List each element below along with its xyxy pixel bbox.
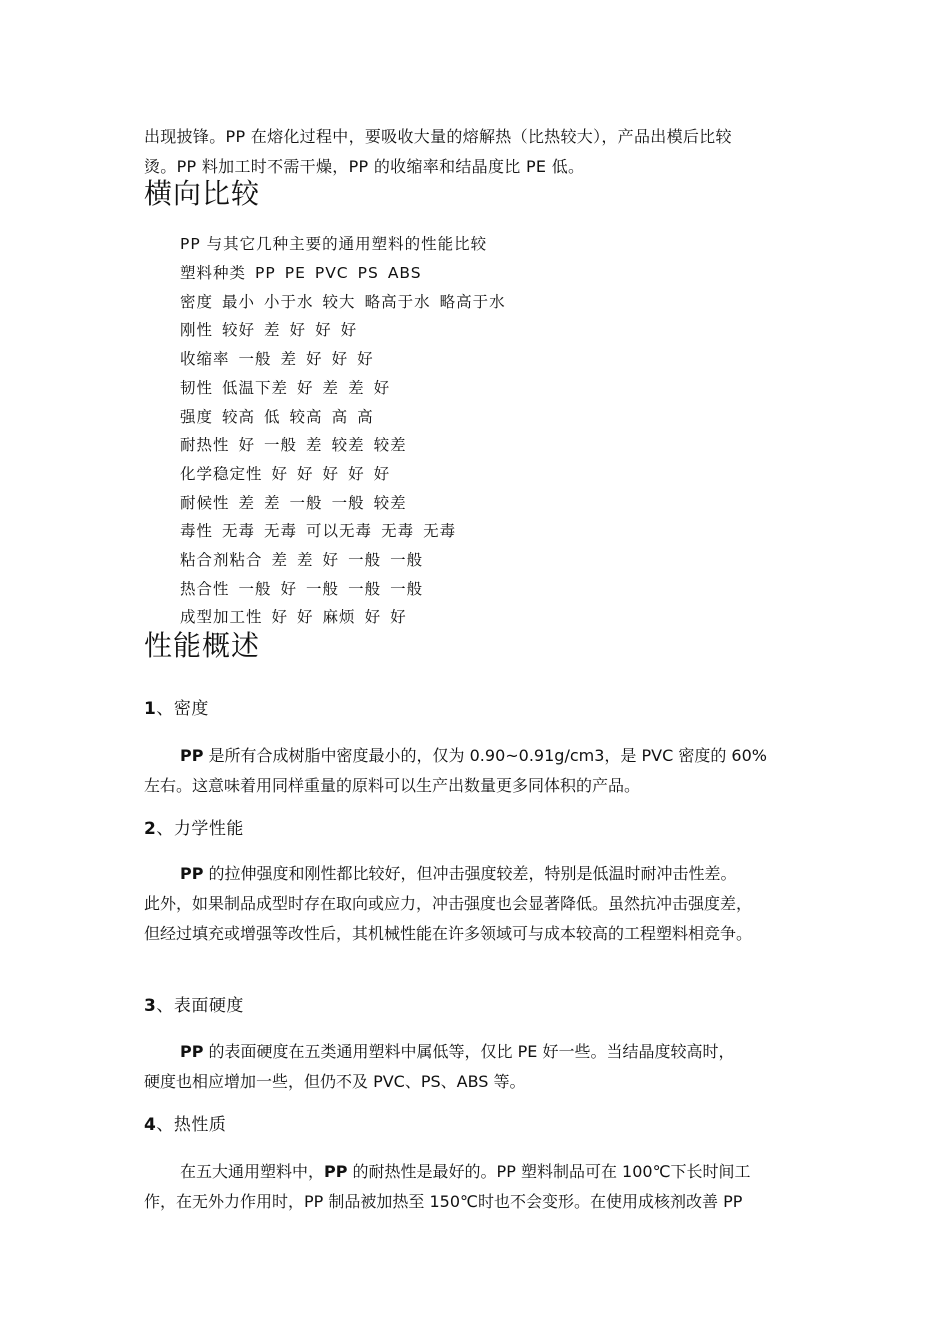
comparison-cell: 一般: [289, 493, 323, 512]
comparison-row-label: 收缩率: [180, 350, 230, 369]
comparison-cell: 低温下差: [222, 378, 289, 397]
comparison-row: [180, 405, 383, 427]
comparison-cell: 好: [340, 321, 358, 340]
comparison-cell: 高: [331, 407, 349, 426]
comparison-cell: 无毒: [423, 522, 457, 541]
overview-paragraph-4: [144, 1157, 816, 1217]
overview-heading-text: 、热性质: [156, 1115, 227, 1135]
comparison-cell: 较大: [322, 292, 356, 311]
overview-paragraph-1: [144, 741, 816, 801]
paragraph-continuation: 硬度也相应增加一些，但仍不及 PVC、PS、ABS 等。: [144, 1072, 526, 1091]
paragraph-text: 的拉伸强度和刚性都比较好，但冲击强度较差，特别是低温时耐冲击性差。: [203, 864, 737, 883]
overview-paragraph-2: [144, 859, 816, 949]
comparison-cell: 差: [264, 321, 281, 340]
comparison-row-label: 密度: [180, 292, 214, 311]
comparison-cell: 较高: [222, 407, 256, 426]
overview-heading-number: 2: [144, 819, 157, 839]
comparison-row: [180, 548, 432, 570]
overview-heading-text: 、密度: [156, 699, 209, 719]
comparison-cell: 较差: [373, 436, 407, 455]
comparison-row-label: 毒性: [180, 522, 214, 541]
comparison-row-label: 粘合剂粘合: [180, 551, 263, 569]
overview-heading-2: [144, 814, 244, 839]
comparison-cell: 好: [357, 350, 374, 369]
comparison-cell: 好: [271, 608, 289, 627]
comparison-row-label: 成型加工性: [180, 608, 263, 627]
comparison-cell: 好: [322, 464, 340, 483]
comparison-cell: 好: [238, 436, 256, 455]
comparison-row: [180, 376, 399, 398]
paragraph-text: 是所有合成树脂中密度最小的，仅为 0.90~0.91g/cm3，是 PVC 密度的 60%: [203, 746, 767, 765]
comparison-cell: 一般: [348, 551, 382, 569]
comparison-cell: 一般: [238, 579, 272, 598]
overview-heading-3: [144, 991, 244, 1016]
comparison-cell: PVC: [314, 264, 349, 282]
comparison-cell: 好: [289, 321, 307, 340]
overview-heading-1: [144, 694, 209, 719]
paragraph-pre: 在五大通用塑料中，: [180, 1162, 325, 1181]
comparison-cell: 好: [306, 350, 323, 369]
comparison-row: [180, 491, 416, 513]
comparison-row: [180, 261, 431, 283]
comparison-row: [180, 290, 515, 312]
comparison-row-label: 刚性: [180, 321, 214, 340]
paragraph-continuation-2: 但经过填充或增强等改性后，其机械性能在许多领域可与成本较高的工程塑料相竞争。: [144, 924, 753, 943]
comparison-cell: 差: [238, 493, 256, 512]
comparison-cell: 高: [357, 407, 374, 426]
comparison-cell: 较高: [289, 407, 323, 426]
comparison-cell: PE: [284, 264, 306, 282]
comparison-cell: 一般: [331, 493, 365, 512]
comparison-cell: 好: [315, 321, 332, 340]
overview-paragraph-3: [144, 1037, 816, 1097]
overview-heading-4: [144, 1110, 226, 1135]
comparison-cell: 无毒: [381, 522, 415, 541]
section-title-overview: 性能概述: [144, 629, 261, 662]
paragraph-lead: PP: [180, 864, 204, 883]
comparison-cell: 一般: [390, 579, 424, 598]
comparison-cell: 好: [390, 608, 407, 627]
paragraph-lead: PP: [180, 1042, 204, 1061]
comparison-row-label: 塑料种类: [180, 264, 247, 282]
comparison-cell: 差: [264, 493, 281, 512]
comparison-cell: 麻烦: [322, 608, 356, 627]
comparison-row: [180, 462, 399, 484]
comparison-row-label: 耐候性: [180, 493, 230, 512]
comparison-cell: 好: [280, 579, 298, 598]
comparison-cell: 好: [322, 551, 340, 569]
comparison-row-label: 耐热性: [180, 436, 230, 455]
comparison-cell: 好: [271, 464, 289, 483]
intro-line-2: 烫。PP 料加工时不需干燥，PP 的收缩率和结晶度比 PE 低。: [144, 157, 585, 176]
overview-heading-number: 4: [144, 1115, 157, 1135]
comparison-cell: 较差: [331, 436, 365, 455]
paragraph-text: 的耐热性是最好的。PP 塑料制品可在 100℃下长时间工: [347, 1162, 751, 1181]
comparison-row: [180, 433, 416, 455]
comparison-cell: ABS: [387, 264, 422, 282]
comparison-cell: 好: [297, 608, 314, 627]
comparison-row: [180, 347, 383, 369]
comparison-row-label: 热合性: [180, 579, 230, 598]
comparison-cell: 差: [348, 378, 365, 397]
comparison-cell: 略高于水: [364, 292, 431, 311]
comparison-cell: 最小: [222, 292, 256, 311]
comparison-cell: 较好: [222, 321, 256, 340]
comparison-cell: 一般: [238, 350, 272, 369]
comparison-caption: PP 与其它几种主要的通用塑料的性能比较: [180, 235, 488, 253]
intro-line-1: 出现披锋。PP 在熔化过程中，要吸收大量的熔解热（比热较大），产品出模后比较: [144, 127, 732, 146]
paragraph-text: 的表面硬度在五类通用塑料中属低等，仅比 PE 好一些。当结晶度较高时，: [203, 1042, 735, 1061]
comparison-cell: 差: [297, 551, 314, 569]
section-title-comparison: 横向比较: [144, 177, 261, 210]
overview-heading-text: 、力学性能: [156, 819, 244, 839]
comparison-row-label: 强度: [180, 407, 214, 426]
comparison-row: [180, 318, 366, 340]
comparison-cell: 差: [280, 350, 298, 369]
comparison-cell: 无毒: [264, 522, 298, 541]
comparison-cell: 好: [364, 608, 382, 627]
comparison-cell: 好: [348, 464, 365, 483]
comparison-row: [180, 519, 465, 541]
overview-heading-text: 、表面硬度: [156, 996, 244, 1016]
overview-heading-number: 3: [144, 996, 157, 1016]
comparison-cell: 小于水: [264, 292, 314, 311]
overview-heading-number: 1: [144, 699, 157, 719]
comparison-cell: 差: [306, 436, 323, 455]
comparison-cell: PS: [357, 264, 379, 282]
comparison-cell: 较差: [373, 493, 407, 512]
comparison-cell: 可以无毒: [306, 522, 373, 541]
comparison-cell: PP: [255, 264, 276, 282]
comparison-cell: 无毒: [222, 522, 256, 541]
comparison-cell: 差: [322, 378, 340, 397]
comparison-row: [180, 577, 432, 599]
comparison-row-label: 化学稳定性: [180, 464, 263, 483]
comparison-cell: 差: [271, 551, 289, 569]
paragraph-lead: PP: [324, 1162, 348, 1181]
comparison-cell: 略高于水: [439, 292, 506, 311]
comparison-row-label: 韧性: [180, 378, 214, 397]
comparison-cell: 好: [373, 464, 391, 483]
paragraph-continuation: 作，在无外力作用时，PP 制品被加热至 150℃时也不会变形。在使用成核剂改善 PP: [144, 1192, 743, 1211]
comparison-cell: 一般: [264, 436, 298, 455]
paragraph-continuation: 左右。这意味着用同样重量的原料可以生产出数量更多同体积的产品。: [144, 776, 641, 795]
comparison-cell: 好: [373, 378, 391, 397]
comparison-cell: 一般: [306, 579, 340, 598]
comparison-cell: 好: [331, 350, 349, 369]
comparison-cell: 一般: [390, 551, 424, 569]
comparison-cell: 低: [264, 407, 281, 426]
comparison-cell: 好: [297, 378, 314, 397]
comparison-cell: 一般: [348, 579, 382, 598]
paragraph-continuation: 此外，如果制品成型时存在取向或应力，冲击强度也会显著降低。虽然抗冲击强度差，: [144, 894, 753, 913]
paragraph-lead: PP: [180, 746, 204, 765]
comparison-cell: 好: [297, 464, 314, 483]
